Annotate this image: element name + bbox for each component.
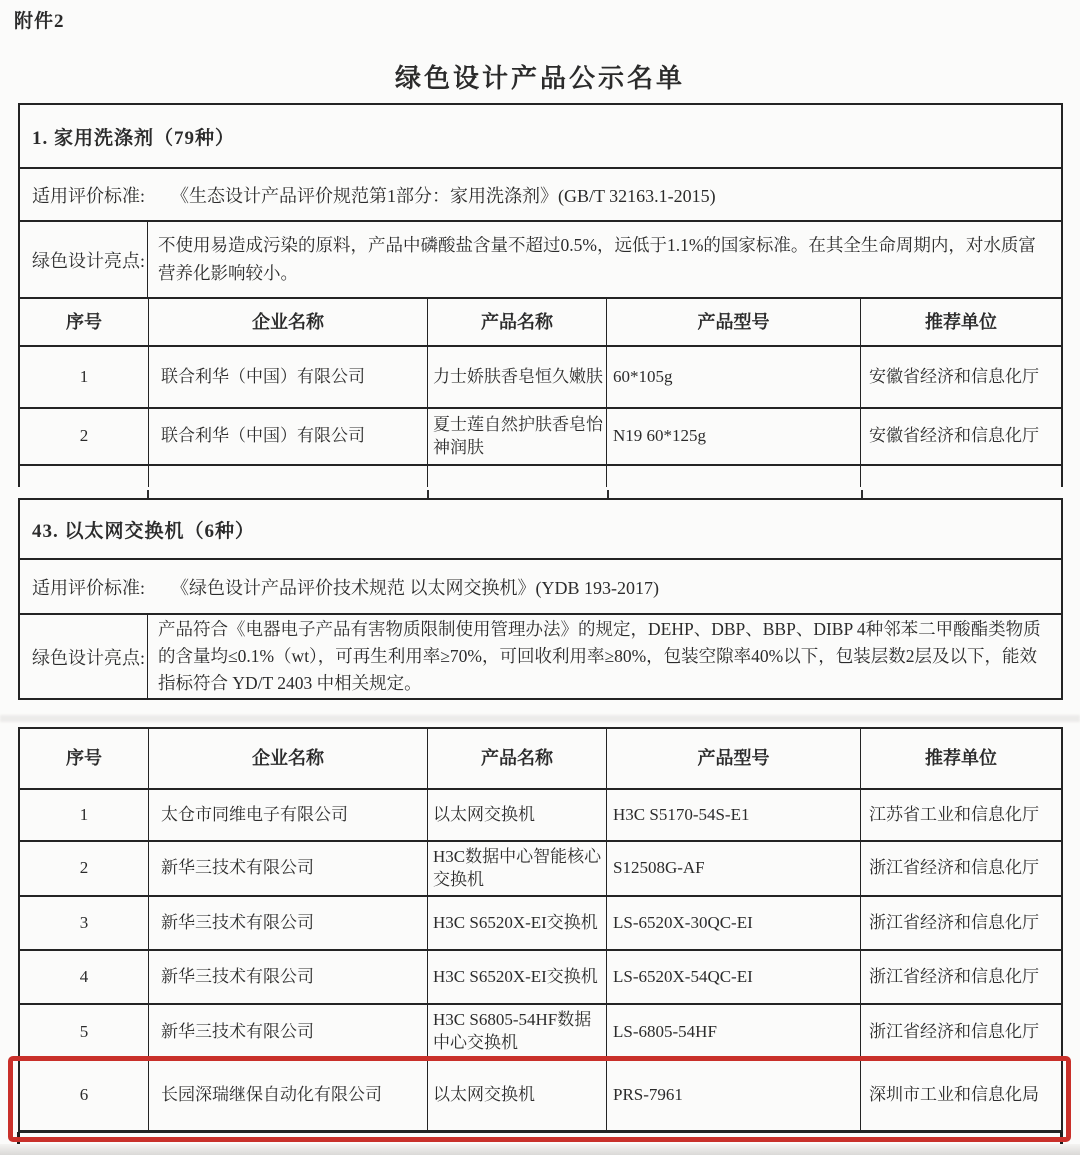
cell-product-name: H3C S6805-54HF数据中心交换机 bbox=[427, 1005, 606, 1059]
cell-model: N19 60*125g bbox=[606, 409, 860, 464]
cell-product-name: 以太网交换机 bbox=[427, 790, 606, 840]
scan-artifact-band bbox=[0, 715, 1080, 722]
table-row bbox=[20, 842, 1061, 897]
attachment-label: 附件2 bbox=[14, 11, 65, 32]
cell-serial: 5 bbox=[79, 1021, 89, 1041]
cell-recommender: 浙江省经济和信息化厅 bbox=[860, 951, 1061, 1003]
section-43-info-table bbox=[18, 498, 1063, 700]
column-header-product-name: 产品名称 bbox=[427, 729, 606, 788]
cell-company: 新华三技术有限公司 bbox=[148, 842, 427, 895]
cell-product-name: H3C S6520X-EI交换机 bbox=[427, 897, 606, 949]
cell-recommender: 安徽省经济和信息化厅 bbox=[860, 347, 1061, 407]
cell-model: PRS-7961 bbox=[606, 1061, 860, 1130]
table-header-row bbox=[20, 299, 1061, 347]
table-row bbox=[20, 347, 1061, 409]
table-row bbox=[20, 790, 1061, 842]
scan-artifact-bottom-shadow bbox=[0, 1144, 1080, 1155]
cell-company: 联合利华（中国）有限公司 bbox=[148, 347, 427, 407]
standard-value: 《生态设计产品评价规范第1部分：家用洗涤剂》(GB/T 32163.1-2015) bbox=[171, 185, 716, 206]
column-header-product-name: 产品名称 bbox=[427, 299, 606, 345]
cell-product-name: 以太网交换机 bbox=[427, 1061, 606, 1130]
standard-label: 适用评价标准: bbox=[32, 577, 146, 598]
cell-company: 长园深瑞继保自动化有限公司 bbox=[148, 1061, 427, 1130]
highlight-label: 绿色设计亮点: bbox=[20, 222, 148, 297]
column-header-recommender: 推荐单位 bbox=[860, 299, 1061, 345]
scan-artifact-tick bbox=[861, 490, 863, 498]
cell-model: LS-6520X-54QC-EI bbox=[606, 951, 860, 1003]
cell-serial: 4 bbox=[79, 966, 89, 986]
column-header-serial: 序号 bbox=[66, 748, 102, 769]
column-header-company: 企业名称 bbox=[148, 299, 427, 345]
column-header-model: 产品型号 bbox=[606, 299, 860, 345]
highlight-value: 不使用易造成污染的原料，产品中磷酸盐含量不超过0.5%，远低于1.1%的国家标准。在其全生命周期内，对水质富营养化影响较小。 bbox=[158, 235, 1036, 283]
cell-model: LS-6520X-30QC-EI bbox=[606, 897, 860, 949]
table-row bbox=[20, 1005, 1061, 1061]
standard-label: 适用评价标准: bbox=[32, 185, 146, 206]
standard-value: 《绿色设计产品评价技术规范 以太网交换机》(YDB 193-2017) bbox=[171, 577, 659, 598]
cell-model: LS-6805-54HF bbox=[606, 1005, 860, 1059]
cell-serial: 6 bbox=[79, 1085, 89, 1105]
cell-company: 新华三技术有限公司 bbox=[148, 1005, 427, 1059]
table-row bbox=[20, 897, 1061, 951]
section-1-table bbox=[18, 103, 1063, 487]
table-header-row bbox=[20, 729, 1061, 790]
cell-company: 新华三技术有限公司 bbox=[148, 897, 427, 949]
scan-artifact-tick bbox=[427, 490, 429, 498]
cell-serial: 2 bbox=[79, 858, 89, 878]
cell-recommender: 安徽省经济和信息化厅 bbox=[860, 409, 1061, 464]
red-highlight-annotation-box bbox=[8, 1056, 1071, 1142]
cell-company: 联合利华（中国）有限公司 bbox=[148, 409, 427, 464]
cell-recommender: 浙江省经济和信息化厅 bbox=[860, 897, 1061, 949]
cell-recommender: 浙江省经济和信息化厅 bbox=[860, 1005, 1061, 1059]
cell-serial: 1 bbox=[79, 804, 89, 824]
section-1-highlight-row bbox=[20, 222, 1061, 299]
column-header-serial: 序号 bbox=[66, 311, 102, 332]
column-header-company: 企业名称 bbox=[148, 729, 427, 788]
section-43-heading: 43. 以太网交换机（6种） bbox=[20, 500, 1061, 560]
scan-artifact-tick bbox=[607, 490, 609, 498]
cell-model: S12508G-AF bbox=[606, 842, 860, 895]
column-header-recommender: 推荐单位 bbox=[860, 729, 1061, 788]
section-43-highlight-row bbox=[20, 615, 1061, 698]
table-row-cropped bbox=[20, 466, 1061, 487]
cell-company: 新华三技术有限公司 bbox=[148, 951, 427, 1003]
document-title: 绿色设计产品公示名单 bbox=[394, 64, 685, 93]
section-1-standard-row bbox=[20, 169, 1061, 222]
section-1-heading: 1. 家用洗涤剂（79种） bbox=[20, 105, 1061, 169]
highlight-label: 绿色设计亮点: bbox=[20, 615, 148, 698]
cell-recommender: 深圳市工业和信息化局 bbox=[860, 1061, 1061, 1130]
cell-product-name: H3C S6520X-EI交换机 bbox=[427, 951, 606, 1003]
scan-artifact-tick bbox=[147, 490, 149, 498]
cell-product-name: 夏士莲自然护肤香皂怡神润肤 bbox=[427, 409, 606, 464]
cell-recommender: 浙江省经济和信息化厅 bbox=[860, 842, 1061, 895]
cell-model: H3C S5170-54S-E1 bbox=[606, 790, 860, 840]
column-header-model: 产品型号 bbox=[606, 729, 860, 788]
cell-product-name: H3C数据中心智能核心交换机 bbox=[427, 842, 606, 895]
highlight-value: 产品符合《电器电子产品有害物质限制使用管理办法》的规定，DEHP、DBP、BBP、DIBP 4种邻苯二甲酸酯类物质的含量均≤0.1%（wt），可再生利用率≥70%，可回收利用率≥80%，包装空隙率40%以下，包装层数2层及以下，能效指标符合 YD/T 2403 中相关规定。 bbox=[158, 618, 1041, 694]
section-43-standard-row bbox=[20, 560, 1061, 615]
cell-recommender: 江苏省工业和信息化厅 bbox=[860, 790, 1061, 840]
cell-company: 太仓市同维电子有限公司 bbox=[148, 790, 427, 840]
cell-serial: 1 bbox=[79, 366, 89, 386]
cell-product-name: 力士娇肤香皂恒久嫩肤 bbox=[427, 347, 606, 407]
cell-model: 60*105g bbox=[606, 347, 860, 407]
table-row bbox=[20, 409, 1061, 466]
cell-serial: 2 bbox=[79, 426, 89, 446]
cell-serial: 3 bbox=[79, 912, 89, 932]
table-row bbox=[20, 951, 1061, 1005]
